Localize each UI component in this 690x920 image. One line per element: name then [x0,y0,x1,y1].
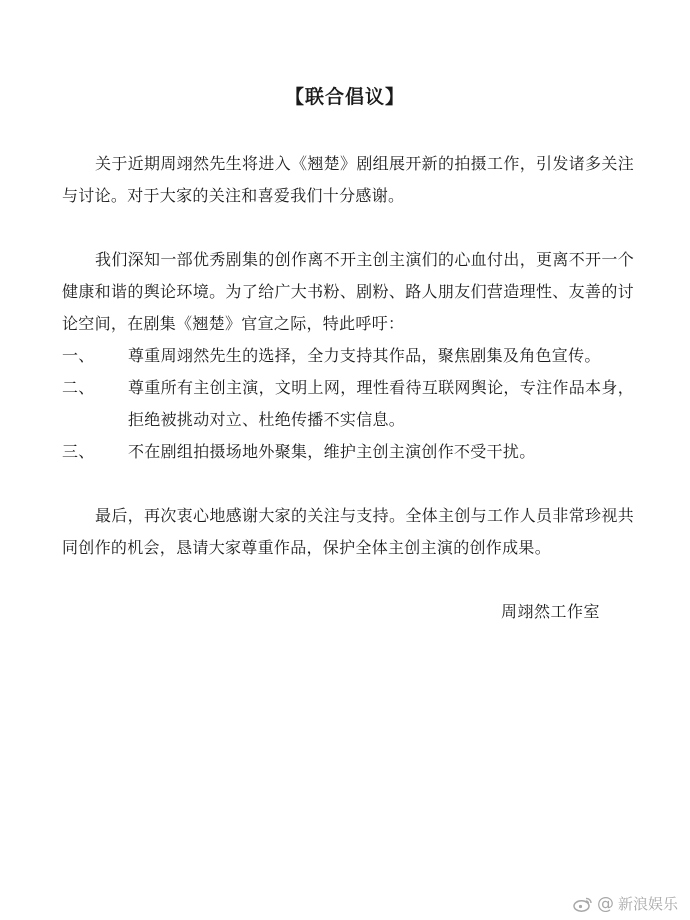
weibo-icon [573,896,593,912]
watermark [573,893,678,914]
list-item-text: 不在剧组拍摄场地外聚集，维护主创主演创作不受干扰。 [128,442,536,461]
list-item-text: 尊重周翊然先生的选择，全力支持其作品，聚焦剧集及角色宣传。 [128,346,601,365]
closing-paragraph: 最后，再次衷心地感谢大家的关注与支持。全体主创与工作人员非常珍视共同创作的机会，恳请大家尊重作品，保护全体主创主演的创作成果。 [62,506,634,557]
appeal-list [62,340,634,468]
list-item [62,372,634,436]
list-item-number: 二、 [62,378,95,397]
watermark-at-sign: @ [596,893,614,914]
list-item [62,340,634,372]
watermark-text: 新浪娱乐 [617,895,678,913]
list-item-number: 三、 [62,442,95,461]
document-title: 【联合倡议】 [284,86,405,108]
list-item [62,436,634,468]
list-item-text: 尊重所有主创主演，文明上网，理性看待互联网舆论，专注作品本身，拒绝被挑动对立、杜绝传播不实信息。 [128,378,634,429]
intro-paragraph: 关于近期周翊然先生将进入《翘楚》剧组展开新的拍摄工作，引发诸多关注与讨论。对于大家的关注和喜爱我们十分感谢。 [62,154,634,205]
signature: 周翊然工作室 [500,602,600,621]
list-item-number: 一、 [62,346,95,365]
appeal-paragraph: 我们深知一部优秀剧集的创作离不开主创主演们的心血付出，更离不开一个健康和谐的舆论环境。为了给广大书粉、剧粉、路人朋友们营造理性、友善的讨论空间，在剧集《翘楚》官宣之际，特此呼吁： [62,250,634,333]
